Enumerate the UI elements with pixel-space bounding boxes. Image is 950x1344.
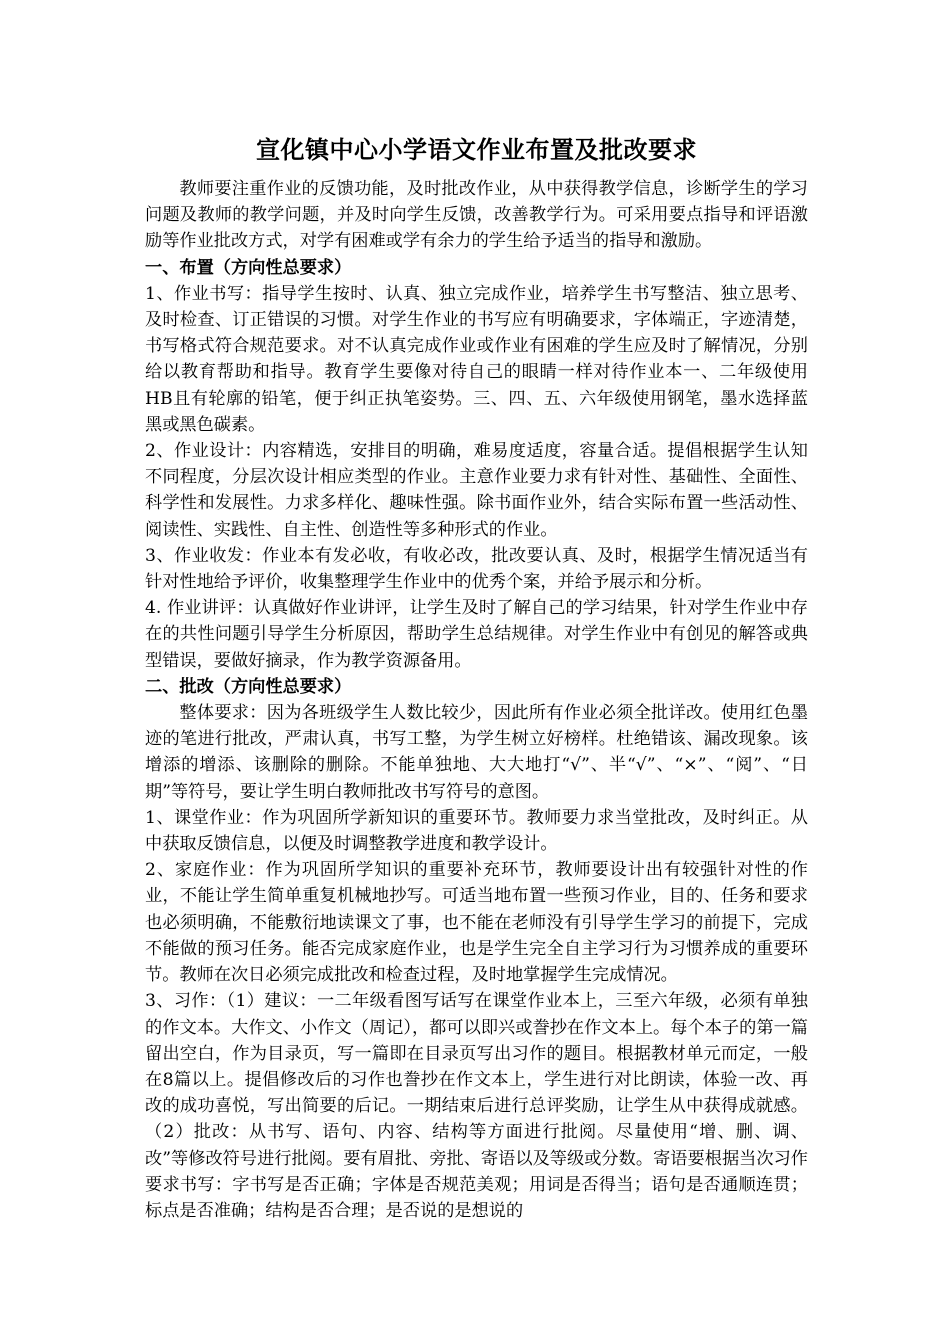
document-title: 宣化镇中心小学语文作业布置及批改要求 — [256, 135, 697, 164]
document-page — [145, 132, 808, 1224]
paragraph-home-homework: 2、家庭作业：作为巩固所学知识的重要补充环节，教师要设计出有较强针对性的作业，不能让学生简单重复机械地抄写。可适当地布置一些预习作业，目的、任务和要求也必须明确，不能敷衍地读课文了事，也不能在老师没有引导学生学习的前提下，完成不能做的预习任务。能否完成家庭作业，也是学生完全自主学习行为习惯养成的重要环节。教师在次日必须完成批改和检查过程，及时地掌握学生完成情况。 — [145, 860, 808, 986]
paragraph-homework-design: 2、作业设计：内容精选，安排目的明确，难易度适度，容量合适。提倡根据学生认知不同程度，分层次设计相应类型的作业。主意作业要力求有针对性、基础性、全面性、科学性和发展性。力求多样化、趣味性强。除书面作业外，结合实际布置一些活动性、阅读性、实践性、自主性、创造性等多种形式的作业。 — [145, 441, 808, 540]
paragraph-composition: 3、习作：（1）建议：一二年级看图写话写在课堂作业本上，三至六年级，必须有单独的作文本。大作文、小作文（周记），都可以即兴或誊抄在作文本上。每个本子的第一篇留出空白，作为目录页，写一篇即在目录页写出习作的题目。根据教材单元而定，一般在8篇以上。提倡修改后的习作也誊抄在作文本上，学生进行对比朗读，体验一改、再改的成功喜悦，写出简要的后记。一期结束后进行总评奖励，让学生从中获得成就感。（2）批改：从书写、语句、内容、结构等方面进行批阅。尽量使用“增、删、调、改”等修改符号进行批阅。要有眉批、旁批、寄语以及等级或分数。寄语要根据当次习作要求书写：字书写是否正确；字体是否规范美观；用词是否得当；语句是否通顺连贯；标点是否准确；结构是否合理；是否说的是想说的 — [145, 991, 808, 1221]
paragraph-homework-collection: 3、作业收发：作业本有发必收，有收必改，批改要认真、及时，根据学生情况适当有针对性地给予评价，收集整理学生作业中的优秀个案，并给予展示和分析。 — [145, 545, 808, 593]
intro-paragraph: 教师要注重作业的反馈功能，及时批改作业，从中获得教学信息，诊断学生的学习问题及教师的教学问题，并及时向学生反馈，改善教学行为。可采用要点指导和评语激励等作业批改方式，对学有困难或学有余力的学生给予适当的指导和激励。 — [145, 179, 808, 252]
paragraph-overall-requirement: 整体要求：因为各班级学生人数比较少，因此所有作业必须全批详改。使用红色墨迹的笔进行批改，严肃认真，书写工整，为学生树立好榜样。杜绝错该、漏改现象。该增添的增添、该删除的删除。不能单独地、大大地打“√”、半“√”、“×”、“阅”、“日期”等符号，要让学生明白教师批改书写符号的意图。 — [145, 703, 808, 802]
section-heading-correction: 二、批改（方向性总要求） — [145, 676, 352, 697]
paragraph-class-homework: 1、课堂作业：作为巩固所学新知识的重要环节。教师要力求当堂批改，及时纠正。从中获取反馈信息，以便及时调整教学进度和教学设计。 — [145, 807, 808, 855]
paragraph-homework-review: 4. 作业讲评：认真做好作业讲评，让学生及时了解自己的学习结果，针对学生作业中存在的共性问题引导学生分析原因，帮助学生总结规律。对学生作业中有创见的解答或典型错误，要做好摘录，作为教学资源备用。 — [145, 598, 808, 671]
section-heading-assignment: 一、布置（方向性总要求） — [145, 257, 352, 278]
paragraph-homework-writing: 1、作业书写：指导学生按时、认真、独立完成作业，培养学生书写整洁、独立思考、及时检查、订正错误的习惯。对学生作业的书写应有明确要求，字体端正，字迹清楚，书写格式符合规范要求。对不认真完成作业或作业有困难的学生应及时了解情况，分别给以教育帮助和指导。教育学生要像对待自己的眼睛一样对待作业本一、二年级使用HB且有轮廓的铅笔，便于纠正执笔姿势。三、四、五、六年级使用钢笔，墨水选择蓝黑或黑色碳素。 — [145, 283, 808, 435]
